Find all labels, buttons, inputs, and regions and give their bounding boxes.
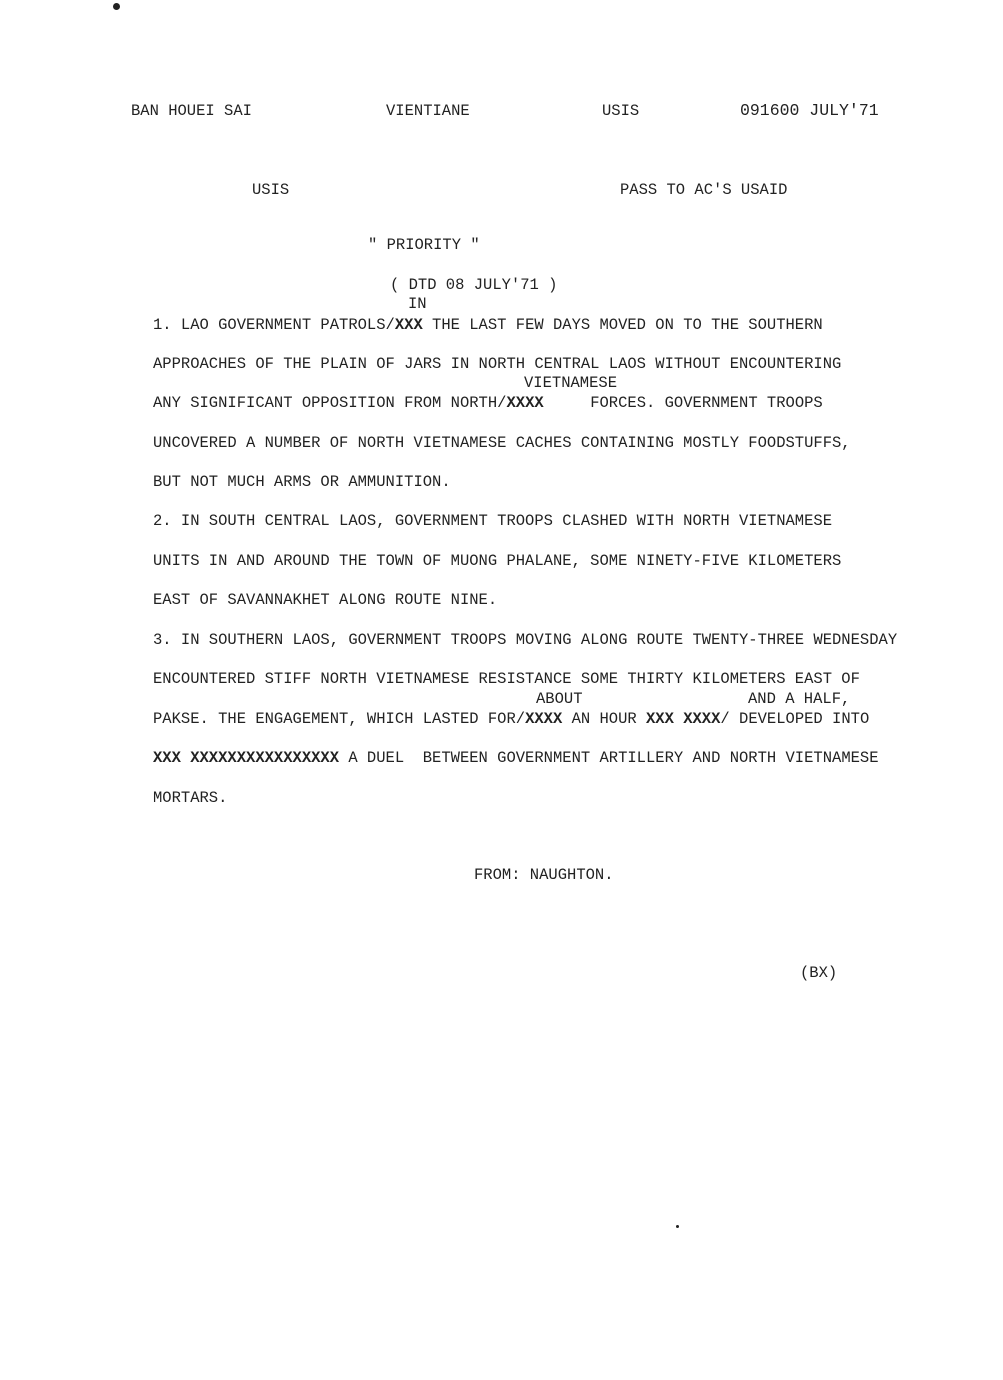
paragraph-3-line-3: PAKSE. THE ENGAGEMENT, WHICH LASTED FOR/XXXX AN HOUR XXX XXXX/ DEVELOPED INTO xyxy=(153,710,870,728)
typist-initials: (BX) xyxy=(800,964,838,982)
priority-marker: " PRIORITY " xyxy=(368,236,480,254)
routing-pass-to: PASS TO AC'S USAID xyxy=(620,181,788,199)
header-to-station: VIENTIANE xyxy=(386,102,470,120)
paragraph-1-line-1: 1. LAO GOVERNMENT PATROLS/XXX THE LAST FEW DAYS MOVED ON TO THE SOUTHERN xyxy=(153,316,823,334)
strikeout: XXXX xyxy=(506,394,544,412)
dated-line: ( DTD 08 JULY'71 ) xyxy=(390,276,558,294)
strikeout: XXX XXXX xyxy=(646,710,721,728)
paragraph-1-line-3: ANY SIGNIFICANT OPPOSITION FROM NORTH/XXXX FORCES. GOVERNMENT TROOPS xyxy=(153,394,823,412)
paragraph-2-line-3: EAST OF SAVANNAKHET ALONG ROUTE NINE. xyxy=(153,591,498,609)
paragraph-1-line-2: APPROACHES OF THE PLAIN OF JARS IN NORTH CENTRAL LAOS WITHOUT ENCOUNTERING xyxy=(153,355,842,373)
ink-mark xyxy=(676,1225,679,1228)
strikeout: XXX xyxy=(394,316,423,334)
from-signature: FROM: NAUGHTON. xyxy=(474,866,614,884)
routing-addressee: USIS xyxy=(252,181,290,199)
ink-mark xyxy=(113,3,120,10)
strikeout: XXXX xyxy=(525,710,563,728)
paragraph-1-line-4: UNCOVERED A NUMBER OF NORTH VIETNAMESE CACHES CONTAINING MOSTLY FOODSTUFFS, xyxy=(153,434,851,452)
insertion-about: ABOUT xyxy=(536,690,583,708)
paragraph-2-line-1: 2. IN SOUTH CENTRAL LAOS, GOVERNMENT TROOPS CLASHED WITH NORTH VIETNAMESE xyxy=(153,512,833,530)
header-agency: USIS xyxy=(602,102,640,120)
paragraph-2-line-2: UNITS IN AND AROUND THE TOWN OF MUONG PHALANE, SOME NINETY-FIVE KILOMETERS xyxy=(153,552,842,570)
insertion-in: IN xyxy=(408,295,427,313)
paragraph-3-line-2: ENCOUNTERED STIFF NORTH VIETNAMESE RESISTANCE SOME THIRTY KILOMETERS EAST OF xyxy=(153,670,860,688)
insertion-and-a-half: AND A HALF, xyxy=(748,690,851,708)
strikeout: XXX XXXXXXXXXXXXXXXX xyxy=(153,749,340,767)
header-from-station: BAN HOUEI SAI xyxy=(131,102,252,120)
paragraph-3-line-5: MORTARS. xyxy=(153,789,228,807)
header-date-time-group: 091600 JULY'71 xyxy=(740,101,879,120)
paragraph-3-line-4: XXX XXXXXXXXXXXXXXXX A DUEL BETWEEN GOVERNMENT ARTILLERY AND NORTH VIETNAMESE xyxy=(153,749,879,767)
paragraph-1-line-5: BUT NOT MUCH ARMS OR AMMUNITION. xyxy=(153,473,451,491)
insertion-vietnamese: VIETNAMESE xyxy=(524,374,618,392)
paragraph-3-line-1: 3. IN SOUTHERN LAOS, GOVERNMENT TROOPS MOVING ALONG ROUTE TWENTY-THREE WEDNESDAY xyxy=(153,631,898,649)
